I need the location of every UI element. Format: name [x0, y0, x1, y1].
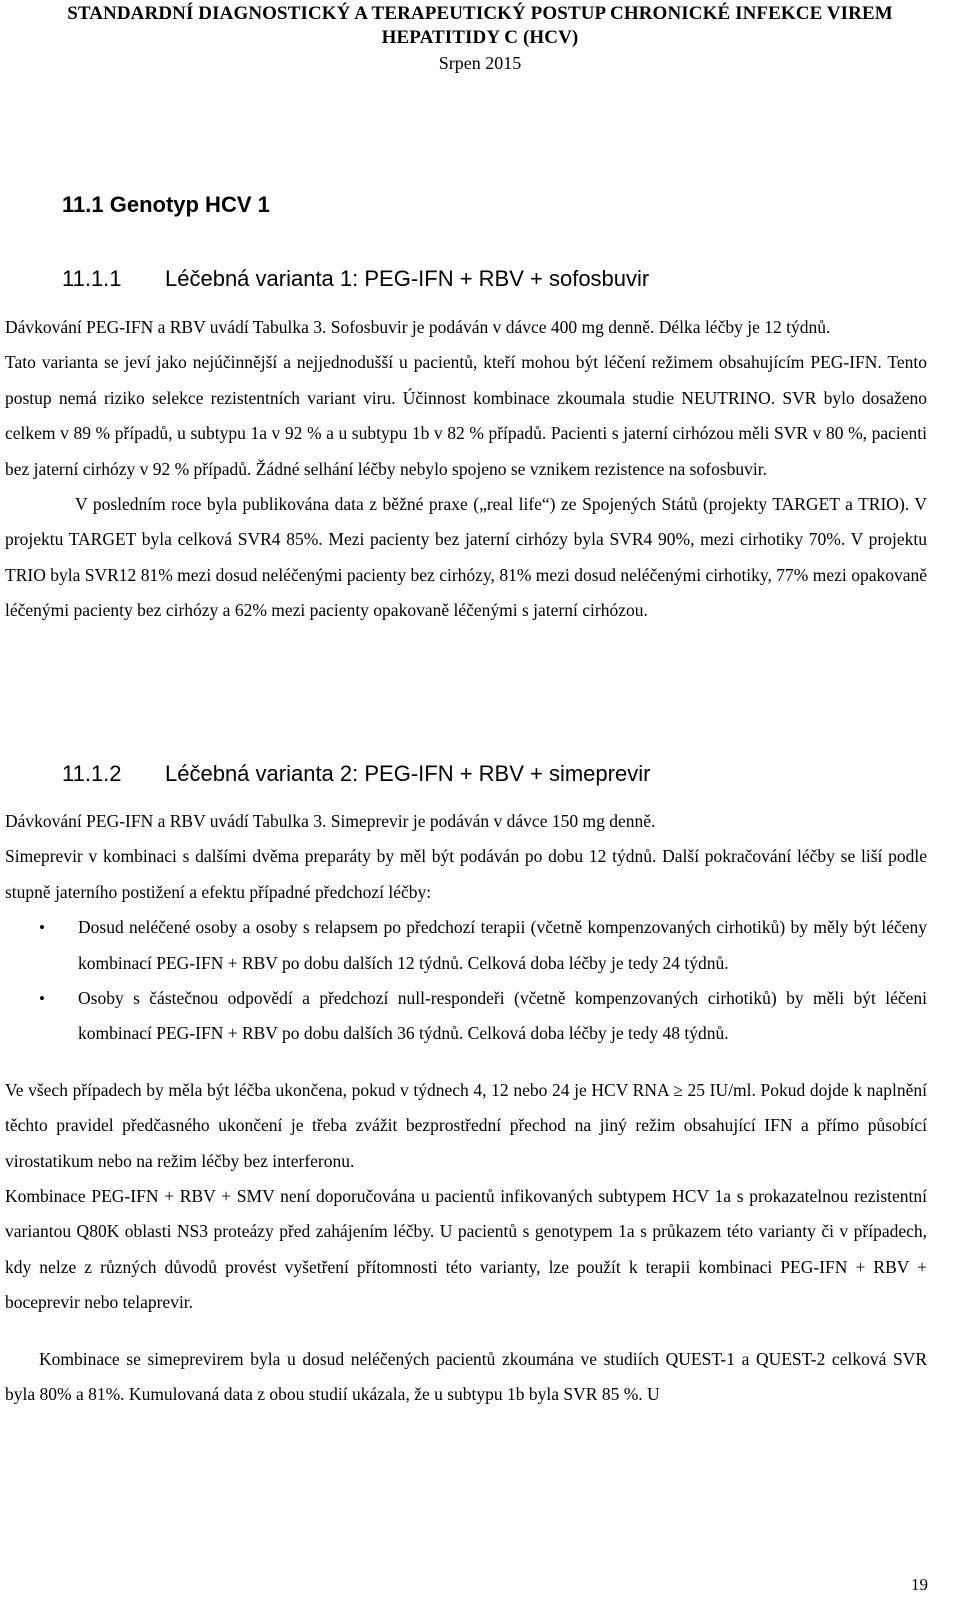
- document-header: [0, 2, 960, 76]
- list-item-text: Osoby s částečnou odpovědí a předchozí null-respondeři (včetně kompenzovaných cirhotiků) by měli být léčeni kombinací PEG-IFN + RBV po dobu dalších 36 týdnů. Celková doba léčby je tedy 48 týdnů.: [78, 988, 927, 1044]
- paragraph: Kombinace se simeprevirem byla u dosud neléčených pacientů zkoumána ve studiích QUEST-1 a QUEST-2 celková SVR byla 80% a 81%. Kumulovaná data z obou studií ukázala, že u subtypu 1b byla SVR 85 %. U: [5, 1348, 927, 1405]
- page-number: 19: [911, 1575, 928, 1594]
- subsection-heading-1: [62, 266, 649, 292]
- subsection-number-1: 11.1.1: [62, 266, 122, 291]
- bullet-icon: •: [39, 989, 45, 1009]
- paragraph: Kombinace PEG-IFN + RBV + SMV není doporučována u pacientů infikovaných subtypem HCV 1a s prokazatelnou rezistentní variantou Q80K oblasti NS3 proteázy před zahájením léčby. U pacientů s genotypem 1a s průkazem této varianty či v případech, kdy nelze z různých důvodů provést vyšetření přítomnosti této varianty, lze použít k terapii kombinaci PEG-IFN + RBV + boceprevir nebo telaprevir.: [5, 1186, 927, 1313]
- list-item: [5, 981, 927, 1052]
- document-title-line-1: STANDARDNÍ DIAGNOSTICKÝ A TERAPEUTICKÝ POSTUP CHRONICKÉ INFEKCE VIREM: [67, 3, 893, 24]
- paragraph: Ve všech případech by měla být léčba ukončena, pokud v týdnech 4, 12 nebo 24 je HCV RNA ≥ 25 IU/ml. Pokud dojde k naplnění těchto pravidel předčasného ukončení je třeba zvážit bezprostřední přechod na jiný režim obsahující IFN a přímo působící virostatikum nebo na režim léčby bez interferonu.: [5, 1079, 927, 1171]
- paragraph: Simeprevir v kombinaci s dalšími dvěma preparáty by měl být podáván po dobu 12 týdnů. Další pokračování léčby se liší podle stupně jaterního postižení a efektu případné předchozí léčby:: [5, 846, 927, 902]
- subsection-number-2: 11.1.2: [62, 761, 122, 786]
- document-date: Srpen 2015: [438, 53, 522, 73]
- paragraph: V posledním roce byla publikována data z běžné praxe („real life“) ze Spojených Států (projekty TARGET a TRIO). V projektu TARGET byla celková SVR4 85%. Mezi pacienty bez jaterní cirhózy byla SVR4 90%, mezi cirhotiky 70%. V projektu TRIO byla SVR12 81% mezi dosud neléčenými pacienty bez cirhózy, 81% mezi dosud neléčenými cirhotiky, 77% mezi opakovaně léčenými pacienty bez cirhózy a 62% mezi pacienty opakovaně léčenými s jaterní cirhózou.: [5, 494, 927, 621]
- paragraph: Tato varianta se jeví jako nejúčinnější a nejjednodušší u pacientů, kteří mohou být léčení režimem obsahujícím PEG-IFN. Tento postup nemá riziko selekce rezistentních variant viru. Účinnost kombinace zkoumala studie NEUTRINO. SVR bylo dosaženo celkem v 89 % případů, u subtypu 1a v 92 % a u subtypu 1b v 82 % případů. Pacienti s jaterní cirhózou měli SVR v 80 %, pacienti bez jaterní cirhózy v 92 % případů. Žádné selhání léčby nebylo spojeno se vznikem rezistence na sofosbuvir.: [5, 352, 927, 479]
- subsection-2-body: [5, 804, 927, 1413]
- paragraph: Dávkování PEG-IFN a RBV uvádí Tabulka 3. Sofosbuvir je podáván v dávce 400 mg denně. Délka léčby je 12 týdnů.: [5, 317, 831, 337]
- bullet-icon: •: [39, 918, 45, 938]
- paragraph: Dávkování PEG-IFN a RBV uvádí Tabulka 3. Simeprevir je podáván v dávce 150 mg denně.: [5, 811, 656, 831]
- list-item: [5, 910, 927, 981]
- subsection-title-2: Léčebná varianta 2: PEG-IFN + RBV + simeprevir: [165, 761, 651, 786]
- subsection-1-body: [5, 310, 927, 629]
- list-item-text: Dosud neléčené osoby a osoby s relapsem po předchozí terapii (včetně kompenzovaných cirhotiků) by měly být léčeny kombinací PEG-IFN + RBV po dobu dalších 12 týdnů. Celková doba léčby je tedy 24 týdnů.: [78, 917, 927, 973]
- document-title-line-2: HEPATITIDY C (HCV): [381, 27, 579, 48]
- section-heading: 11.1 Genotyp HCV 1: [62, 192, 270, 217]
- subsection-title-1: Léčebná varianta 1: PEG-IFN + RBV + sofosbuvir: [165, 266, 650, 291]
- subsection-heading-2: [62, 761, 650, 787]
- bullet-list: [5, 910, 927, 1052]
